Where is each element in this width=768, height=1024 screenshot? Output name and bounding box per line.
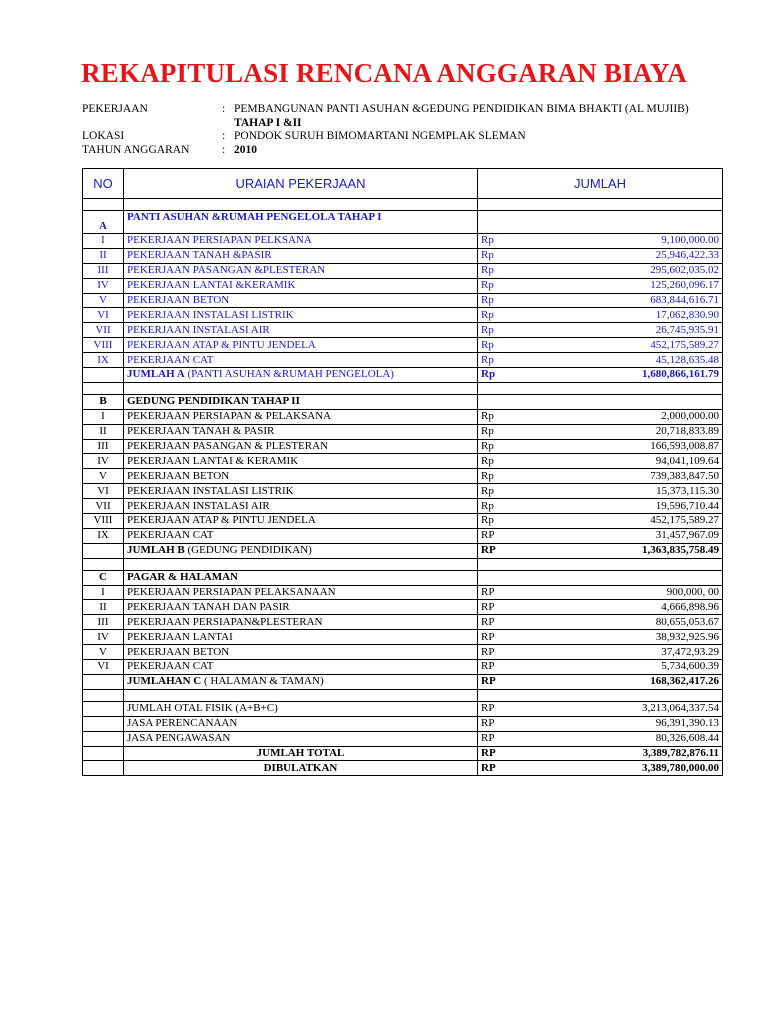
header-no: NO — [83, 169, 124, 199]
section-total-row — [83, 543, 723, 558]
separator: : — [222, 103, 226, 115]
empty-cell — [83, 674, 124, 689]
currency-label: Rp — [481, 440, 494, 453]
empty-cell — [83, 558, 124, 570]
row-description: PEKERJAAN TANAH DAN PASIR — [124, 600, 478, 615]
amount-value: 166,593,008.87 — [650, 440, 719, 453]
table-row — [83, 660, 723, 675]
row-description: PEKERJAAN PERSIAPAN PELKSANA — [124, 234, 478, 249]
section-title: PAGAR & HALAMAN — [124, 570, 478, 585]
amount-wrap — [481, 675, 719, 688]
separator: : — [222, 130, 226, 142]
amount-value: 3,213,064,337.54 — [642, 702, 719, 715]
amount-value: 38,932,925.96 — [655, 630, 719, 643]
amount-cell — [478, 514, 723, 529]
currency-label: RP — [481, 586, 495, 599]
empty-cell — [478, 394, 723, 409]
amount-wrap — [481, 324, 719, 337]
empty-cell — [83, 689, 124, 701]
amount-wrap — [481, 586, 719, 599]
row-description: PEKERJAAN BETON — [124, 645, 478, 660]
section-header-row — [83, 211, 723, 234]
currency-label: RP — [481, 702, 495, 715]
amount-wrap — [481, 425, 719, 438]
amount-wrap — [481, 410, 719, 423]
amount-value: 17,062,830.90 — [655, 308, 719, 321]
section-total-label — [124, 368, 478, 383]
amount-wrap — [481, 440, 719, 453]
amount-cell — [478, 630, 723, 645]
row-description: PEKERJAAN BETON — [124, 293, 478, 308]
row-number: VII — [83, 499, 124, 514]
pekerjaan-row-2 — [82, 117, 754, 131]
amount-cell — [478, 499, 723, 514]
row-description: PEKERJAAN ATAP & PINTU JENDELA — [124, 338, 478, 353]
tahun-row — [82, 144, 754, 158]
amount-value: 45,128,635.48 — [655, 353, 719, 366]
amount-cell — [478, 716, 723, 731]
empty-cell — [83, 382, 124, 394]
table-row — [83, 248, 723, 263]
empty-cell — [478, 570, 723, 585]
grand-total-row-label: JUMLAH TOTAL — [124, 746, 478, 761]
table-row — [83, 278, 723, 293]
amount-value: 452,175,589.27 — [650, 514, 719, 527]
amount-cell — [478, 278, 723, 293]
row-number: IX — [83, 353, 124, 368]
spacer-row — [83, 382, 723, 394]
row-description: PEKERJAAN LANTAI &KERAMIK — [124, 278, 478, 293]
tahun-value: 2010 — [234, 143, 257, 156]
empty-cell — [478, 199, 723, 211]
row-description: PEKERJAAN PERSIAPAN&PLESTERAN — [124, 615, 478, 630]
row-number: VIII — [83, 338, 124, 353]
empty-cell — [83, 199, 124, 211]
amount-cell — [478, 439, 723, 454]
total-label-rest: ( HALAMAN & TAMAN) — [201, 675, 324, 688]
table-row — [83, 234, 723, 249]
empty-cell — [83, 716, 124, 731]
currency-label: Rp — [481, 368, 496, 381]
amount-value: 20,718,833.89 — [655, 425, 719, 438]
amount-value: 1,363,835,758.49 — [642, 544, 719, 557]
budget-table — [82, 168, 723, 776]
row-number: III — [83, 263, 124, 278]
amount-wrap — [481, 485, 719, 498]
amount-cell — [478, 234, 723, 249]
pekerjaan-label: PEKERJAAN — [82, 103, 148, 115]
amount-cell — [478, 674, 723, 689]
summary-row — [83, 731, 723, 746]
amount-value: 31,457,967.09 — [655, 529, 719, 542]
section-code: A — [83, 211, 124, 234]
amount-cell — [478, 409, 723, 424]
total-label-bold: JUMLAH B — [127, 544, 185, 557]
amount-value: 739,383,847.50 — [650, 469, 719, 482]
amount-value: 3,389,780,000.00 — [642, 761, 719, 774]
amount-value: 26,745,935.91 — [655, 323, 719, 336]
amount-value: 125,260,096.17 — [650, 279, 719, 292]
table-row — [83, 514, 723, 529]
row-description: PEKERJAAN LANTAI & KERAMIK — [124, 454, 478, 469]
section-total-row — [83, 674, 723, 689]
lokasi-label: LOKASI — [82, 130, 125, 142]
amount-wrap — [481, 601, 719, 614]
section-code: C — [83, 570, 124, 585]
empty-cell — [478, 211, 723, 234]
lokasi-value: PONDOK SURUH BIMOMARTANI NGEMPLAK SLEMAN — [234, 130, 526, 142]
amount-value: 19,596,710.44 — [655, 499, 719, 512]
table-row — [83, 338, 723, 353]
currency-label: Rp — [481, 279, 494, 292]
empty-cell — [83, 746, 124, 761]
currency-label: Rp — [481, 469, 494, 482]
pekerjaan-value: PEMBANGUNAN PANTI ASUHAN &GEDUNG PENDIDIKAN BIMA BHAKTI (AL MUJIIB) — [234, 103, 689, 115]
summary-description: JUMLAH OTAL FISIK (A+B+C) — [124, 701, 478, 716]
amount-wrap — [481, 660, 719, 673]
amount-value: 94,041,109.64 — [655, 454, 719, 467]
header-uraian: URAIAN PEKERJAAN — [124, 169, 478, 199]
row-description: PEKERJAAN INSTALASI AIR — [124, 499, 478, 514]
summary-row — [83, 701, 723, 716]
amount-wrap — [481, 529, 719, 542]
currency-label: Rp — [481, 249, 494, 262]
row-description: PEKERJAAN CAT — [124, 528, 478, 543]
row-number: I — [83, 585, 124, 600]
amount-cell — [478, 731, 723, 746]
currency-label: Rp — [481, 353, 494, 366]
table-row — [83, 645, 723, 660]
currency-label: RP — [481, 660, 495, 673]
rounded-total-row — [83, 761, 723, 776]
amount-wrap — [481, 514, 719, 527]
row-description: PEKERJAAN LANTAI — [124, 630, 478, 645]
amount-wrap — [481, 500, 719, 513]
row-number: III — [83, 615, 124, 630]
currency-label: Rp — [481, 234, 494, 247]
section-title: PANTI ASUHAN &RUMAH PENGELOLA TAHAP I — [124, 211, 478, 234]
table-row — [83, 424, 723, 439]
amount-cell — [478, 761, 723, 776]
row-description: PEKERJAAN PASANGAN & PLESTERAN — [124, 439, 478, 454]
spacer-row — [83, 689, 723, 701]
amount-cell — [478, 645, 723, 660]
separator: : — [222, 143, 226, 156]
table-row — [83, 439, 723, 454]
currency-label: Rp — [481, 323, 494, 336]
amount-cell — [478, 543, 723, 558]
summary-description: JASA PERENCANAAN — [124, 716, 478, 731]
project-info — [82, 103, 754, 157]
amount-cell — [478, 585, 723, 600]
amount-cell — [478, 600, 723, 615]
currency-label: RP — [481, 675, 496, 688]
amount-value: 37,472,93.29 — [661, 645, 719, 658]
currency-label: RP — [481, 717, 495, 730]
amount-wrap — [481, 354, 719, 367]
table-header — [83, 169, 723, 199]
amount-wrap — [481, 249, 719, 262]
amount-wrap — [481, 234, 719, 247]
amount-value: 80,655,053.67 — [655, 615, 719, 628]
amount-wrap — [481, 544, 719, 557]
row-number: IV — [83, 630, 124, 645]
empty-cell — [124, 558, 478, 570]
total-label-rest: (GEDUNG PENDIDIKAN) — [184, 544, 312, 557]
table-row — [83, 469, 723, 484]
amount-value: 452,175,589.27 — [650, 338, 719, 351]
table-row — [83, 323, 723, 338]
amount-value: 5,734,600.39 — [661, 660, 719, 673]
row-number: II — [83, 600, 124, 615]
amount-value: 683,844,616.71 — [650, 294, 719, 306]
section-total-row — [83, 368, 723, 383]
row-description: PEKERJAAN PASANGAN &PLESTERAN — [124, 263, 478, 278]
table-row — [83, 630, 723, 645]
amount-cell — [478, 353, 723, 368]
amount-wrap — [481, 455, 719, 468]
summary-description: JASA PENGAWASAN — [124, 731, 478, 746]
spacer-row — [83, 199, 723, 211]
amount-value: 80,326,608.44 — [655, 732, 719, 745]
row-number: VI — [83, 308, 124, 323]
amount-cell — [478, 308, 723, 323]
row-number: V — [83, 293, 124, 308]
empty-cell — [83, 543, 124, 558]
table-row — [83, 293, 723, 308]
amount-value: 9,100,000.00 — [661, 234, 719, 247]
row-description: PEKERJAAN PERSIAPAN PELAKSANAAN — [124, 585, 478, 600]
section-title: GEDUNG PENDIDIKAN TAHAP II — [124, 394, 478, 409]
row-number: VII — [83, 323, 124, 338]
amount-value: 4,666,898.96 — [661, 600, 719, 613]
amount-wrap — [481, 747, 719, 760]
amount-value: 168,362,417.26 — [650, 675, 719, 688]
currency-label: RP — [481, 544, 496, 557]
row-number: II — [83, 248, 124, 263]
amount-wrap — [481, 264, 719, 277]
table-row — [83, 585, 723, 600]
currency-label: RP — [481, 645, 495, 658]
amount-wrap — [481, 631, 719, 644]
section-header-row — [83, 570, 723, 585]
amount-cell — [478, 469, 723, 484]
row-number: I — [83, 234, 124, 249]
row-number: II — [83, 424, 124, 439]
amount-cell — [478, 528, 723, 543]
amount-value: 15,373,115.30 — [656, 484, 719, 497]
amount-wrap — [481, 294, 719, 307]
tahun-label: TAHUN ANGGARAN — [82, 143, 190, 156]
currency-label: Rp — [481, 294, 494, 306]
empty-cell — [83, 368, 124, 383]
amount-value: 900,000, 00 — [666, 586, 719, 599]
row-description: PEKERJAAN ATAP & PINTU JENDELA — [124, 514, 478, 529]
currency-label: Rp — [481, 264, 494, 277]
row-description: PEKERJAAN INSTALASI AIR — [124, 323, 478, 338]
row-description: PEKERJAAN CAT — [124, 660, 478, 675]
page-title: REKAPITULASI RENCANA ANGGARAN BIAYA — [81, 58, 687, 88]
summary-row — [83, 716, 723, 731]
amount-cell — [478, 615, 723, 630]
empty-cell — [124, 689, 478, 701]
section-total-label — [124, 543, 478, 558]
currency-label: RP — [481, 746, 496, 759]
amount-cell — [478, 701, 723, 716]
amount-value: 96,391,390.13 — [655, 717, 719, 730]
amount-cell — [478, 660, 723, 675]
currency-label: RP — [481, 732, 495, 745]
row-description: PEKERJAAN PERSIAPAN & PELAKSANA — [124, 409, 478, 424]
header-jumlah: JUMLAH — [478, 169, 723, 199]
amount-value: 1,680,866,161.79 — [642, 368, 719, 381]
currency-label: Rp — [481, 425, 494, 438]
amount-wrap — [481, 309, 719, 322]
amount-value: 2,000,000.00 — [661, 410, 719, 423]
amount-value: 295,602,035.02 — [650, 264, 719, 277]
row-number: V — [83, 469, 124, 484]
amount-cell — [478, 248, 723, 263]
pekerjaan-row — [82, 103, 754, 117]
table-row — [83, 454, 723, 469]
table-row — [83, 528, 723, 543]
table-body — [83, 199, 723, 776]
amount-cell — [478, 263, 723, 278]
lokasi-row — [82, 130, 754, 144]
currency-label: Rp — [481, 454, 494, 467]
amount-cell — [478, 454, 723, 469]
row-number: IV — [83, 278, 124, 293]
amount-wrap — [481, 702, 719, 715]
currency-label: Rp — [481, 410, 494, 423]
empty-cell — [124, 382, 478, 394]
total-label-bold: JUMLAH A — [127, 368, 185, 381]
empty-cell — [124, 199, 478, 211]
section-header-row — [83, 394, 723, 409]
row-number: III — [83, 439, 124, 454]
amount-cell — [478, 484, 723, 499]
pekerjaan-value-2: TAHAP I &II — [234, 116, 302, 129]
empty-cell — [478, 689, 723, 701]
currency-label: RP — [481, 630, 495, 643]
rounded-total-row-label: DIBULATKAN — [124, 761, 478, 776]
table-row — [83, 308, 723, 323]
row-number: IX — [83, 528, 124, 543]
row-description: PEKERJAAN BETON — [124, 469, 478, 484]
total-label-rest: (PANTI ASUHAN &RUMAH PENGELOLA) — [184, 368, 394, 381]
row-number: VIII — [83, 514, 124, 529]
amount-cell — [478, 338, 723, 353]
empty-cell — [478, 382, 723, 394]
empty-cell — [478, 558, 723, 570]
currency-label: Rp — [481, 499, 494, 512]
section-total-label — [124, 674, 478, 689]
amount-cell — [478, 368, 723, 383]
row-number: I — [83, 409, 124, 424]
amount-value: 25,946,422.33 — [655, 249, 719, 262]
table-row — [83, 499, 723, 514]
currency-label: Rp — [481, 308, 494, 321]
row-number: IV — [83, 454, 124, 469]
table-row — [83, 263, 723, 278]
row-description: PEKERJAAN INSTALASI LISTRIK — [124, 484, 478, 499]
table-row — [83, 353, 723, 368]
amount-value: 3,389,782,876.11 — [642, 746, 719, 759]
currency-label: Rp — [481, 514, 494, 527]
currency-label: RP — [481, 761, 496, 774]
empty-cell — [83, 761, 124, 776]
amount-wrap — [481, 646, 719, 659]
amount-wrap — [481, 279, 719, 292]
empty-cell — [83, 731, 124, 746]
amount-wrap — [481, 368, 719, 381]
grand-total-row — [83, 746, 723, 761]
row-number: VI — [83, 484, 124, 499]
row-description: PEKERJAAN TANAH & PASIR — [124, 424, 478, 439]
currency-label: RP — [481, 615, 495, 628]
currency-label: Rp — [481, 484, 494, 497]
currency-label: Rp — [481, 338, 494, 351]
empty-cell — [83, 701, 124, 716]
table-row — [83, 484, 723, 499]
amount-wrap — [481, 717, 719, 730]
amount-cell — [478, 293, 723, 308]
section-code: B — [83, 394, 124, 409]
row-description: PEKERJAAN TANAH &PASIR — [124, 248, 478, 263]
table-row — [83, 615, 723, 630]
currency-label: RP — [481, 600, 495, 613]
spacer-row — [83, 558, 723, 570]
amount-cell — [478, 746, 723, 761]
row-number: VI — [83, 660, 124, 675]
amount-cell — [478, 323, 723, 338]
amount-wrap — [481, 762, 719, 775]
table-row — [83, 409, 723, 424]
table-row — [83, 600, 723, 615]
total-label-bold: JUMLAHAN C — [127, 675, 202, 688]
amount-wrap — [481, 616, 719, 629]
amount-wrap — [481, 732, 719, 745]
currency-label: RP — [481, 529, 495, 542]
amount-wrap — [481, 339, 719, 352]
amount-cell — [478, 424, 723, 439]
row-number: V — [83, 645, 124, 660]
row-description: PEKERJAAN CAT — [124, 353, 478, 368]
row-description: PEKERJAAN INSTALASI LISTRIK — [124, 308, 478, 323]
amount-wrap — [481, 470, 719, 483]
